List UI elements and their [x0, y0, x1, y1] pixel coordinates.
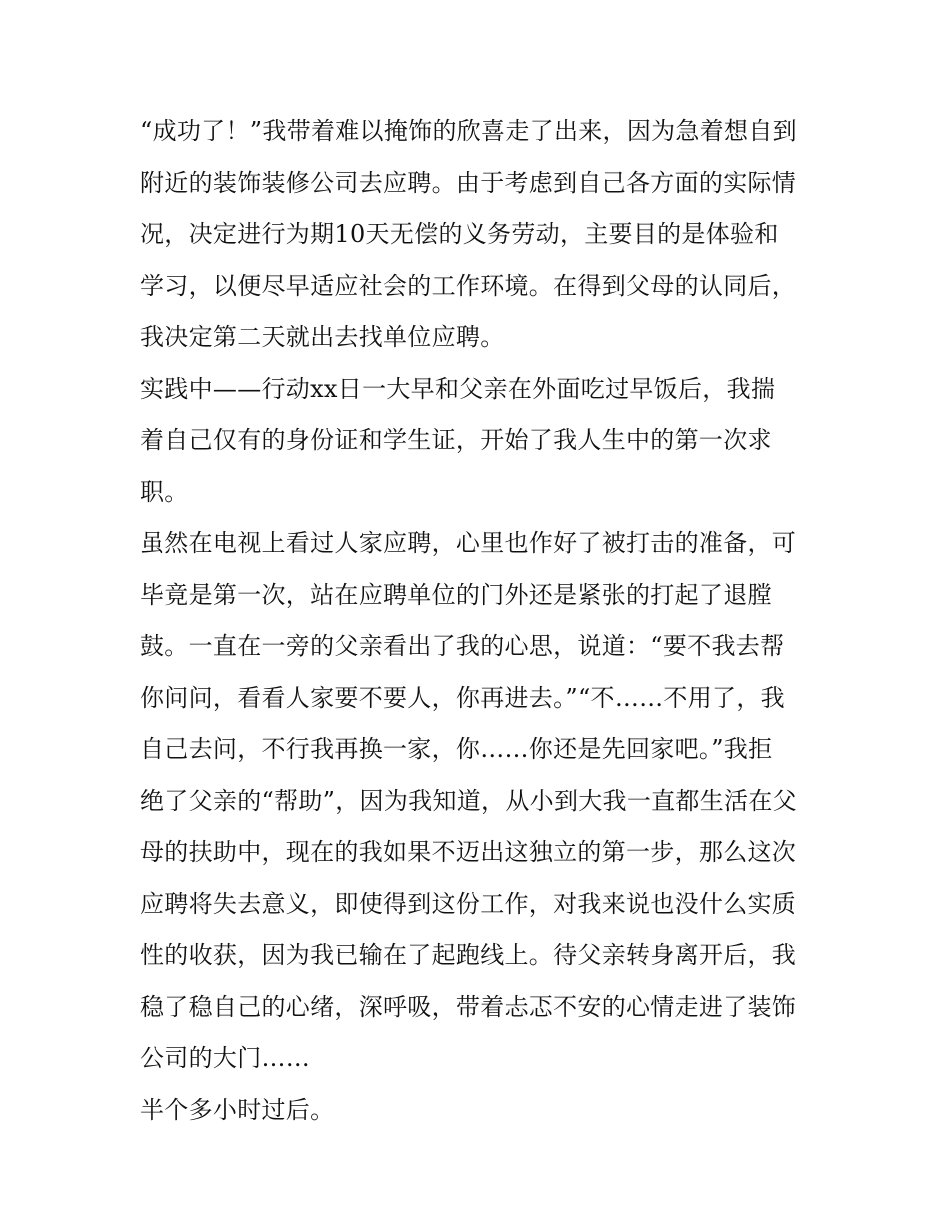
text-line: 着自己仅有的身份证和学生证，开始了我人生中的第一次求 — [140, 426, 772, 454]
text-line: 母的扶助中，现在的我如果不迈出这独立的第一步，那么这次 — [140, 838, 797, 866]
paragraph-1 — [140, 106, 812, 364]
text-line: 性的收获，因为我已输在了起跑线上。待父亲转身离开后，我 — [140, 941, 797, 969]
text-line: 我决定第二天就出去找单位应聘。 — [140, 323, 505, 351]
paragraph-4 — [140, 1085, 812, 1137]
text-line: 职。 — [140, 477, 189, 506]
text-line: 虽然在电视上看过人家应聘，心里也作好了被打击的准备，可 — [140, 529, 797, 557]
text-line: 稳了稳自己的心绪，深呼吸，带着忐忑不安的心情走进了装饰 — [140, 992, 797, 1021]
body-text — [140, 106, 812, 1136]
text-line: 自己去问，不行我再换一家，你……你还是先回家吧。”我拒 — [140, 735, 773, 763]
text-line: 鼓。一直在一旁的父亲看出了我的心思，说道：“要不我去帮 — [140, 632, 785, 660]
paragraph-2 — [140, 364, 812, 519]
text-line: 你问问，看看人家要不要人，你再进去。”“不……不用了，我 — [140, 683, 785, 712]
text-line: 附近的装饰装修公司去应聘。由于考虑到自己各方面的实际情 — [140, 168, 797, 197]
text-line: 况，决定进行为期10天无偿的义务劳动，主要目的是体验和 — [140, 220, 779, 248]
text-line: 毕竟是第一次，站在应聘单位的门外还是紧张的打起了退膛 — [140, 580, 772, 609]
paragraph-3 — [140, 518, 812, 1085]
text-line: 半个多小时过后。 — [140, 1095, 335, 1124]
text-line: 学习，以便尽早适应社会的工作环境。在得到父母的认同后， — [140, 271, 797, 300]
text-line: 公司的大门…… — [140, 1044, 311, 1072]
text-line: 实践中——行动xx日一大早和父亲在外面吃过早饭后，我揣 — [140, 374, 776, 403]
text-line: “成功了！”我带着难以掩饰的欣喜走了出来，因为急着想自到 — [140, 117, 797, 145]
text-line: 应聘将失去意义，即使得到这份工作，对我来说也没什么实质 — [140, 889, 797, 918]
text-line: 绝了父亲的“帮助”，因为我知道，从小到大我一直都生活在父 — [140, 786, 797, 815]
